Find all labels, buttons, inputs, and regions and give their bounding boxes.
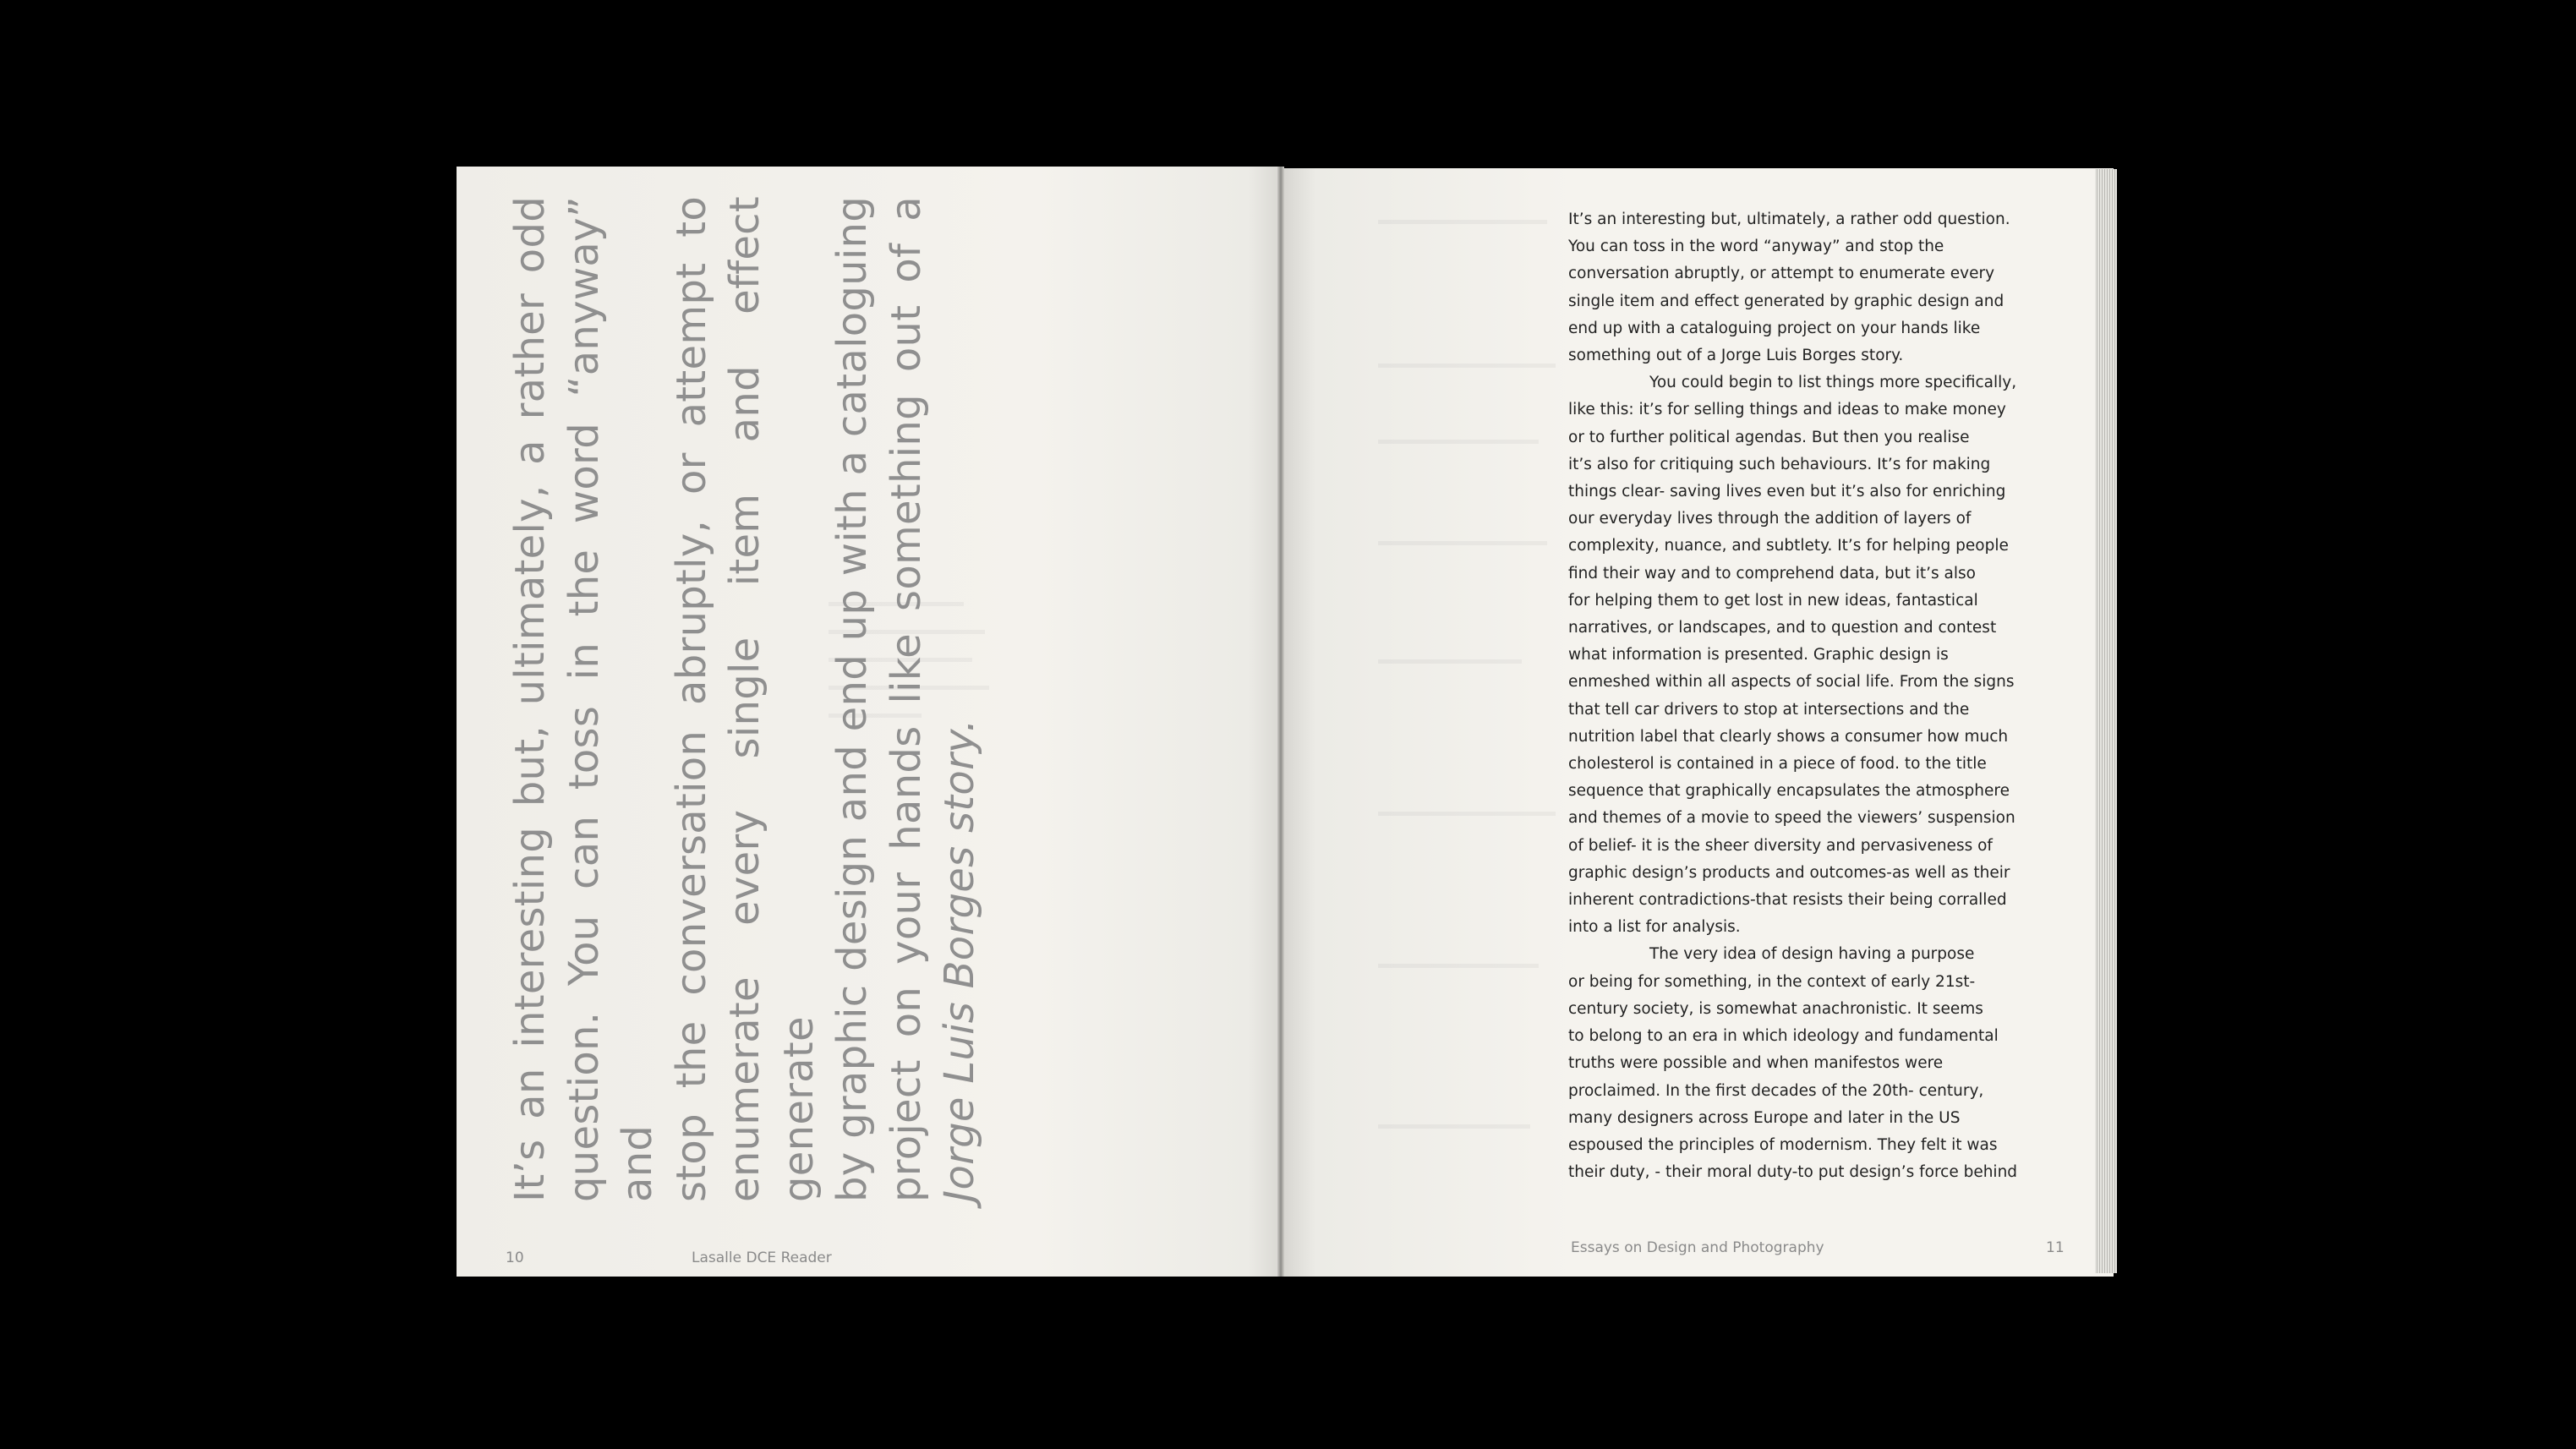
text-line: like this: it’s for selling things and ideas to make money	[1568, 401, 2006, 419]
text-line: nutrition label that clearly shows a consumer how much	[1568, 727, 2009, 746]
text-line: It’s an interesting but, ultimately, a rather odd question.	[1568, 211, 2010, 228]
text-line: to belong to an era in which ideology and fundamental	[1568, 1027, 1999, 1046]
show-through-mark	[1378, 440, 1539, 444]
text-line: their duty, - their moral duty-to put design’s force behind	[1568, 1163, 2018, 1182]
show-through-mark	[1378, 812, 1556, 816]
text-line: our everyday lives through the addition of layers of	[1568, 510, 1972, 528]
text-line: many designers across Europe and later in the US	[1568, 1108, 1961, 1127]
right-page-number: 11	[2046, 1239, 2065, 1256]
show-through-mark	[1378, 1124, 1530, 1129]
show-through-mark	[1378, 541, 1547, 545]
text-line: it’s also for critiquing such behaviours. It’s for making	[1568, 455, 1991, 473]
text-line: things clear- saving lives even but it’s also for enriching	[1568, 483, 2006, 501]
rotated-quote-frame	[504, 196, 983, 1202]
text-line: espoused the principles of modernism. They felt it was	[1568, 1135, 1998, 1154]
text-line: that tell car drivers to stop at intersections and the	[1568, 700, 1970, 719]
text-line: or to further political agendas. But then you realise	[1568, 428, 1970, 446]
text-line: conversation abruptly, or attempt to enumerate every	[1568, 265, 1995, 283]
book-spine	[1277, 167, 1284, 1277]
left-running-footer: Lasalle DCE Reader	[692, 1249, 832, 1266]
show-through-mark	[1378, 364, 1556, 368]
text-line: The very idea of design having a purpose	[1649, 945, 1975, 964]
text-line: inherent contradictions-that resists their being corralled	[1568, 891, 2007, 910]
text-line: what information is presented. Graphic design is	[1568, 646, 1949, 664]
text-line: end up with a cataloguing project on your hands like	[1568, 319, 1981, 337]
rotated-quote	[504, 196, 983, 1202]
text-line: and themes of a movie to speed the viewers’ suspension	[1568, 809, 2015, 828]
text-line: century society, is somewhat anachronistic. It seems	[1568, 999, 1983, 1018]
text-line: into a list for analysis.	[1568, 918, 1741, 937]
quote-line: It’s an interesting but, ultimately, a rather odd	[506, 196, 554, 1202]
quote-line: stop the conversation abruptly, or attempt to	[667, 196, 715, 1202]
show-through-mark	[1378, 659, 1522, 664]
quote-line-italic: Jorge Luis Borges story.	[936, 719, 983, 1202]
essay-body	[1568, 206, 2067, 1186]
text-line: find their way and to comprehend data, but it’s also	[1568, 564, 1976, 582]
quote-line: by graphic design and end up with a cataloguing	[829, 196, 876, 1202]
text-line: single item and effect generated by graphic design and	[1568, 292, 2004, 310]
text-line: or being for something, in the context of early 21st-	[1568, 972, 1976, 991]
text-line: You can toss in the word “anyway” and stop the	[1568, 238, 1944, 256]
text-line: proclaimed. In the first decades of the 20th- century,	[1568, 1081, 1984, 1100]
text-line: cholesterol is contained in a piece of food. to the title	[1568, 755, 1987, 774]
quote-line: project on your hands like something out of a	[882, 196, 930, 1202]
text-line: enmeshed within all aspects of social life. From the signs	[1568, 673, 2015, 692]
text-line: graphic design’s products and outcomes-as well as their	[1568, 863, 2010, 882]
text-line: something out of a Jorge Luis Borges story.	[1568, 347, 1904, 365]
page-edges	[2095, 169, 2117, 1273]
text-line: sequence that graphically encapsulates the atmosphere	[1568, 782, 2010, 801]
text-line: for helping them to get lost in new ideas, fantastical	[1568, 591, 1978, 610]
quote-line: enumerate every single item and effect generate	[721, 196, 823, 1202]
right-running-footer: Essays on Design and Photography	[1571, 1239, 1824, 1256]
text-line: You could begin to list things more specifically,	[1649, 374, 2017, 392]
show-through-mark	[1378, 220, 1547, 224]
text-line: truths were possible and when manifestos were	[1568, 1054, 1944, 1073]
quote-line: question. You can toss in the word “anyway” and	[560, 196, 661, 1202]
left-page-number: 10	[506, 1249, 524, 1266]
show-through-mark	[1378, 964, 1539, 968]
text-line: of belief- it is the sheer diversity and pervasiveness of	[1568, 836, 1993, 855]
text-line: narratives, or landscapes, and to question and contest	[1568, 619, 1997, 637]
text-line: complexity, nuance, and subtlety. It’s for helping people	[1568, 537, 2009, 555]
